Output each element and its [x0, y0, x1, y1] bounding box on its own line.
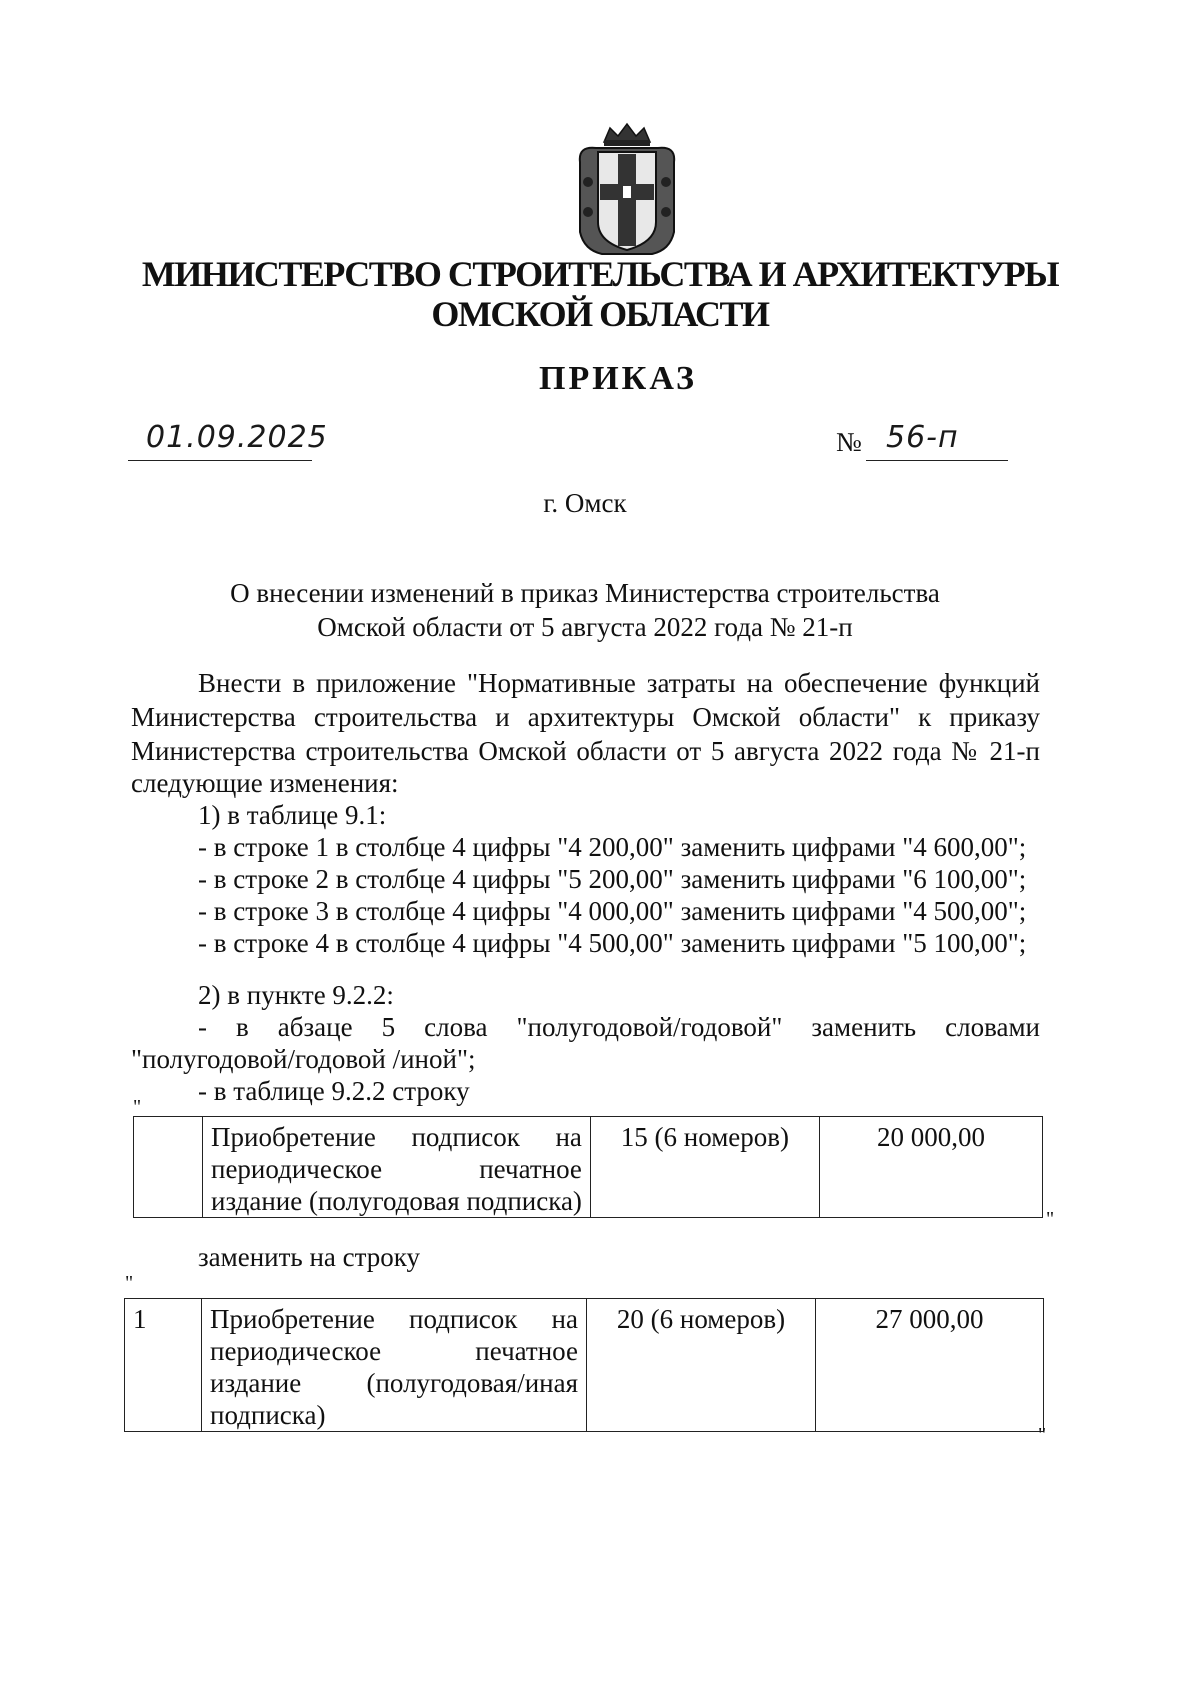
item1-title: 1) в таблице 9.1:: [198, 800, 387, 830]
city: г. Омск: [543, 488, 627, 518]
item1-line: - в строке 2 в столбце 4 цифры "5 200,00" заменить цифрами "6 100,00";: [198, 864, 1027, 894]
date-value: 01.09.2025: [146, 420, 328, 455]
ministry-name-line1: МИНИСТЕРСТВО СТРОИТЕЛЬСТВА И АРХИТЕКТУРЫ: [141, 254, 1059, 294]
row-name-cell: [202, 1299, 587, 1432]
row-name-line: Приобретение подписок на: [211, 1122, 582, 1152]
item1-line: - в строке 4 в столбце 4 цифры "4 500,00" заменить цифрами "5 100,00";: [198, 928, 1027, 958]
intro-line: Министерства строительства Омской области от 5 августа 2022 года № 21-п: [131, 736, 1040, 766]
row-name-line: издание (полугодовая/иная: [210, 1368, 578, 1398]
item2-line: "полугодовой/годовой /иной";: [131, 1044, 476, 1074]
subject-line2: Омской области от 5 августа 2022 года № 21-п: [317, 612, 853, 642]
row-number-cell: [134, 1117, 203, 1218]
item2-title: 2) в пункте 9.2.2:: [198, 980, 394, 1010]
intro-line: Внести в приложение "Нормативные затраты на обеспечение функций: [198, 668, 1040, 698]
document-type-title: ПРИКАЗ: [539, 360, 697, 397]
row-name-line: периодическое печатное: [211, 1154, 582, 1184]
row-name-line: периодическое печатное: [210, 1336, 578, 1366]
row-price-cell: 20 000,00: [819, 1117, 1042, 1218]
ministry-name-line2: ОМСКОЙ ОБЛАСТИ: [431, 294, 769, 334]
row-name-line: подписка): [210, 1400, 326, 1430]
row-name-line: издание (полугодовая подписка): [211, 1186, 582, 1216]
quote-mark: ": [1046, 1208, 1055, 1230]
quote-mark: ": [133, 1096, 142, 1118]
row-price-cell: 27 000,00: [816, 1299, 1044, 1432]
table-row: [134, 1117, 1043, 1218]
coat-of-arms-icon: [574, 122, 680, 258]
number-value: 56-п: [886, 420, 959, 455]
number-field: [866, 418, 1008, 461]
number-sign: №: [836, 427, 862, 457]
row-number-cell: 1: [125, 1299, 202, 1432]
item2-line: - в абзаце 5 слова "полугодовой/годовой" заменить словами: [198, 1012, 1040, 1042]
subject-line1: О внесении изменений в приказ Министерства строительства: [230, 578, 940, 608]
new-row-table: [124, 1298, 1044, 1432]
replace-text: заменить на строку: [198, 1242, 421, 1272]
row-name-cell: [203, 1117, 591, 1218]
item2-line: - в таблице 9.2.2 строку: [198, 1076, 470, 1106]
row-quantity-cell: 20 (6 номеров): [587, 1299, 816, 1432]
item1-line: - в строке 3 в столбце 4 цифры "4 000,00" заменить цифрами "4 500,00";: [198, 896, 1027, 926]
row-name-line: Приобретение подписок на: [210, 1304, 578, 1334]
intro-line: Министерства строительства и архитектуры Омской области" к приказу: [131, 702, 1040, 732]
old-row-table: [133, 1116, 1043, 1218]
date-field: [128, 418, 328, 461]
quote-mark: ": [1038, 1424, 1047, 1446]
quote-mark: ": [125, 1272, 134, 1294]
table-row: [125, 1299, 1044, 1432]
intro-line: следующие изменения:: [131, 768, 399, 798]
row-quantity-cell: 15 (6 номеров): [590, 1117, 819, 1218]
item1-line: - в строке 1 в столбце 4 цифры "4 200,00" заменить цифрами "4 600,00";: [198, 832, 1027, 862]
